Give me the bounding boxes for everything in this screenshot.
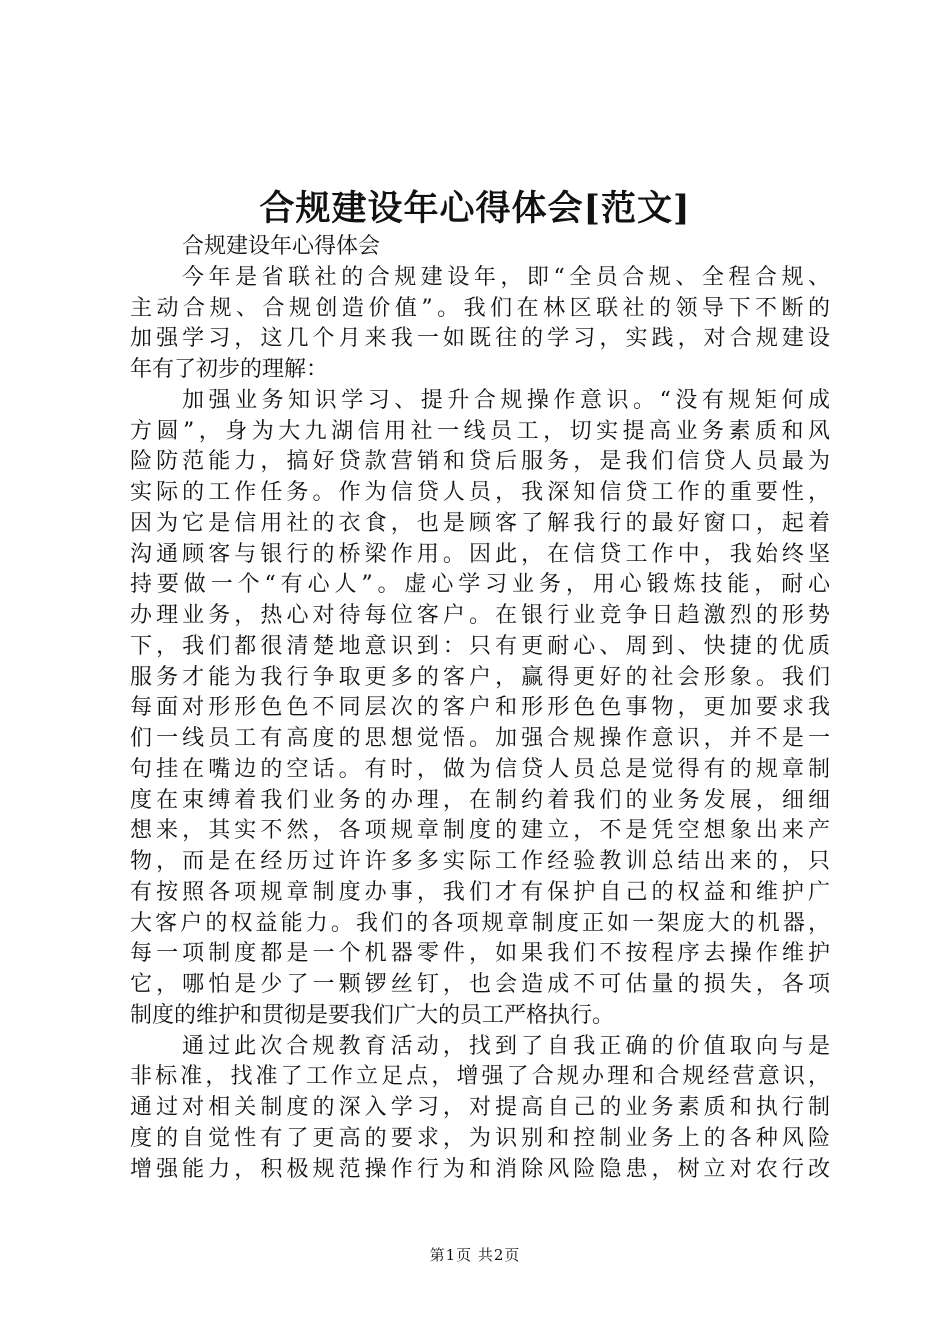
text-line: 持要做一个“有心人”。虚心学习业务，用心锻炼技能，耐心 [130,572,830,598]
text-line: 度在束缚着我们业务的办理，在制约着我们的业务发展，细细 [130,787,830,813]
text-line: 加强学习，这几个月来我一如既往的学习，实践，对合规建设 [130,326,830,352]
document-body [130,232,830,1185]
text-line: 制度的维护和贯彻是要我们广大的员工严格执行。 [130,1002,615,1028]
text-line: 句挂在嘴边的空话。有时，做为信贷人员总是觉得有的规章制 [130,756,830,782]
text-line: 增强能力，积极规范操作行为和消除风险隐患，树立对农行改 [130,1156,830,1182]
text-line: 下，我们都很清楚地意识到：只有更耐心、周到、快捷的优质 [130,633,830,659]
text-line: 合规建设年心得体会 [182,234,381,259]
text-line: 主动合规、合规创造价值”。我们在林区联社的领导下不断的 [130,295,830,321]
document-title: 合规建设年心得体会[范文] [259,188,691,229]
text-line: 有按照各项规章制度办事，我们才有保护自己的权益和维护广 [130,879,830,905]
text-line: 们一线员工有高度的思想觉悟。加强合规操作意识，并不是一 [130,726,830,751]
text-line: 方圆”，身为大九湖信用社一线员工，切实提高业务素质和风 [130,418,830,444]
text-line: 通过此次合规教育活动，找到了自我正确的价值取向与是 [182,1033,830,1059]
page-footer: 第1页 共2页 [429,1246,521,1264]
text-line: 物，而是在经历过许许多多实际工作经验教训总结出来的，只 [130,849,830,874]
text-line: 办理业务，热心对待每位客户。在银行业竞争日趋激烈的形势 [130,603,830,628]
text-line: 大客户的权益能力。我们的各项规章制度正如一架庞大的机器， [130,910,830,936]
text-line: 度的自觉性有了更高的要求，为识别和控制业务上的各种风险 [130,1125,830,1151]
text-line: 实际的工作任务。作为信贷人员，我深知信贷工作的重要性， [130,480,830,505]
text-line: 加强业务知识学习、提升合规操作意识。“没有规矩何成 [182,387,830,413]
text-line: 想来，其实不然，各项规章制度的建立，不是凭空想象出来产 [130,818,830,844]
text-line: 通过对相关制度的深入学习，对提高自己的业务素质和执行制 [130,1095,830,1120]
text-line: 非标准，找准了工作立足点，增强了合规办理和合规经营意识， [130,1064,830,1090]
text-line: 今年是省联社的合规建设年，即“全员合规、全程合规、 [182,264,830,290]
text-line: 险防范能力，搞好贷款营销和贷后服务，是我们信贷人员最为 [130,449,830,475]
text-line: 每一项制度都是一个机器零件，如果我们不按程序去操作维护 [130,941,830,967]
text-line: 沟通顾客与银行的桥梁作用。因此，在信贷工作中，我始终坚 [130,541,830,567]
text-line: 服务才能为我行争取更多的客户，赢得更好的社会形象。我们 [130,664,830,690]
text-line: 它，哪怕是少了一颗锣丝钉，也会造成不可估量的损失，各项 [130,972,830,997]
text-line: 每面对形形色色不同层次的客户和形形色色事物，更加要求我 [130,695,830,721]
text-line: 年有了初步的理解： [130,357,329,382]
text-line: 因为它是信用社的衣食，也是顾客了解我行的最好窗口，起着 [130,510,830,536]
